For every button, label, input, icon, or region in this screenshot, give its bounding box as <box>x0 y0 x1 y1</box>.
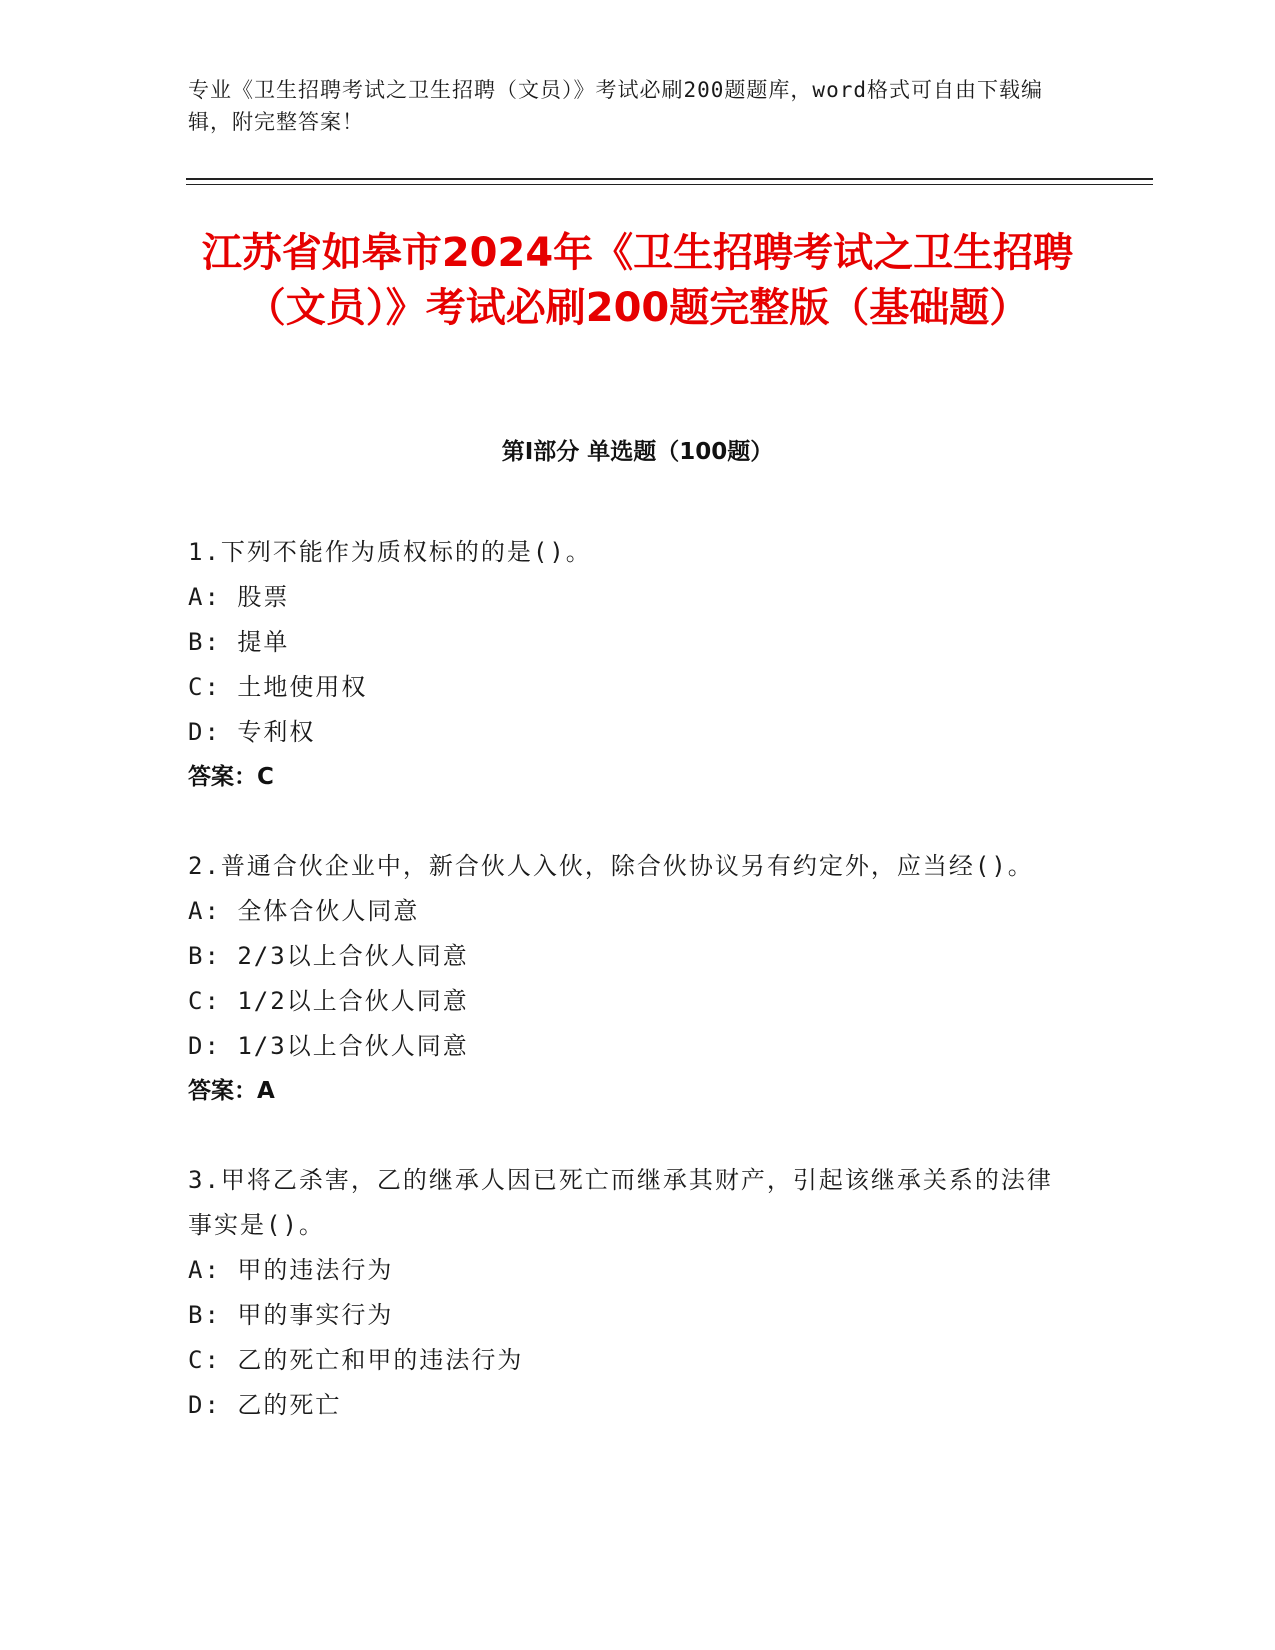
option-a: A: 股票 <box>188 583 290 611</box>
option-d: D: 专利权 <box>188 718 316 746</box>
question-stem: 2.普通合伙企业中，新合伙人入伙，除合伙协议另有约定外，应当经()。 <box>188 852 1034 880</box>
header-note: 专业《卫生招聘考试之卫生招聘（文员）》考试必刷200题题库，word格式可自由下载编辑，附完整答案！ <box>188 78 1043 134</box>
option-c: C: 乙的死亡和甲的违法行为 <box>188 1346 524 1374</box>
question-stem: 3.甲将乙杀害，乙的继承人因已死亡而继承其财产，引起该继承关系的法律事实是()。 <box>188 1166 1053 1239</box>
option-a: A: 甲的违法行为 <box>188 1256 394 1284</box>
question-stem: 1.下列不能作为质权标的的是()。 <box>188 538 592 566</box>
option-b: B: 2/3以上合伙人同意 <box>188 942 469 970</box>
question-3 <box>188 1158 1068 1428</box>
option-b: B: 提单 <box>188 628 290 656</box>
question-2 <box>188 844 1068 1114</box>
header-rule-thin <box>186 184 1153 185</box>
option-a: A: 全体合伙人同意 <box>188 897 420 925</box>
option-c: C: 1/2以上合伙人同意 <box>188 987 469 1015</box>
answer: 答案：A <box>188 1078 275 1104</box>
option-d: D: 乙的死亡 <box>188 1391 342 1419</box>
option-b: B: 甲的事实行为 <box>188 1301 394 1329</box>
question-list <box>188 530 1068 1472</box>
answer: 答案：C <box>188 764 274 790</box>
question-1 <box>188 530 1068 800</box>
section-title: 第I部分 单选题（100题） <box>501 439 774 465</box>
header-rule-thick <box>186 178 1153 180</box>
document-title: 江苏省如皋市2024年《卫生招聘考试之卫生招聘（文员）》考试必刷200题完整版（基础题） <box>201 230 1074 331</box>
option-c: C: 土地使用权 <box>188 673 368 701</box>
option-d: D: 1/3以上合伙人同意 <box>188 1032 469 1060</box>
